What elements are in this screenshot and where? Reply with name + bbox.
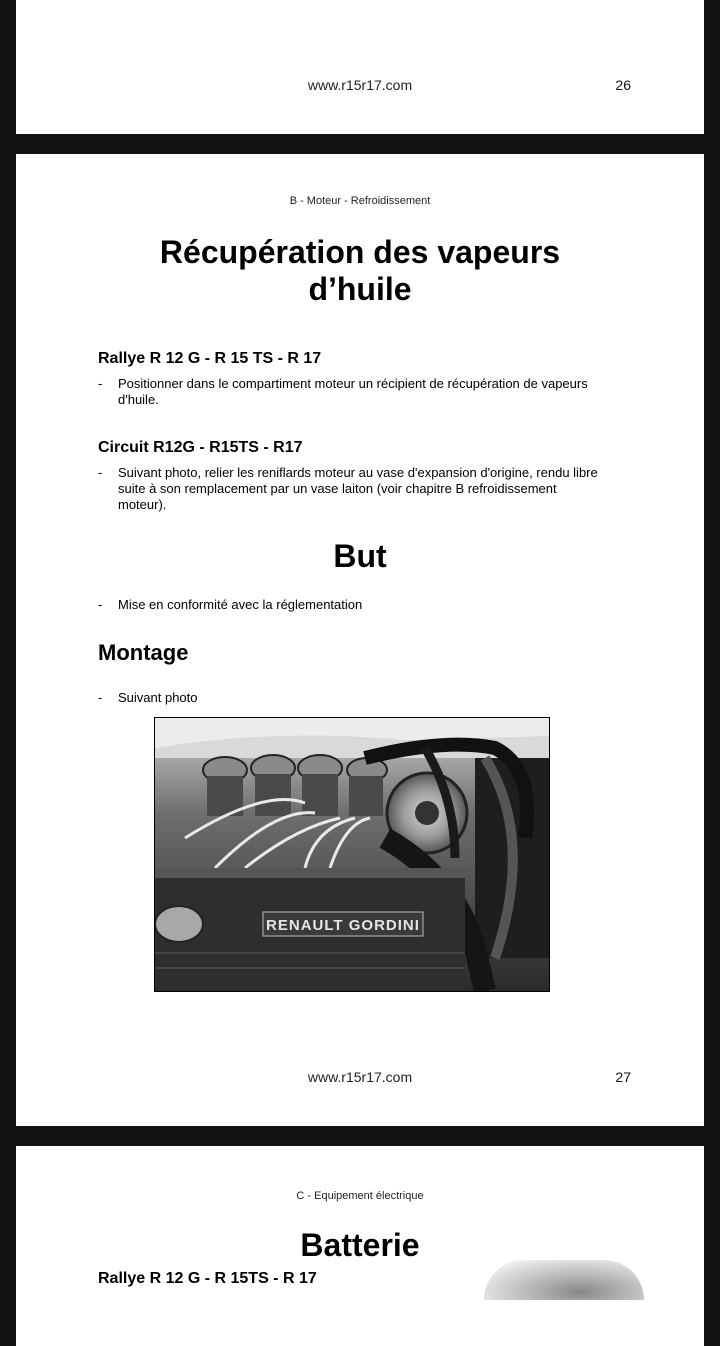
pdf-page-27	[16, 154, 704, 1126]
page-title-line-2: d’huile	[308, 271, 412, 307]
bullet-dash: -	[98, 376, 103, 391]
but-heading: But	[333, 538, 387, 574]
montage-heading: Montage	[98, 640, 189, 665]
bullet-line: moteur).	[118, 497, 167, 512]
footer-url[interactable]: www.r15r17.com	[307, 77, 413, 93]
page-title-line-1: Récupération des vapeurs	[159, 234, 561, 270]
pdf-page-26	[16, 0, 704, 134]
rallye-heading: Rallye R 12 G - R 15TS - R 17	[98, 1270, 317, 1287]
page-number: 27	[615, 1069, 631, 1085]
rallye-bullet	[98, 376, 638, 408]
engine-photo	[154, 717, 550, 992]
page-title	[16, 234, 704, 308]
bullet-line: suite à son remplacement par un vase laiton (voir chapitre B refroidissement	[118, 481, 557, 496]
but-bullet	[98, 597, 638, 613]
pdf-page-28	[16, 1146, 704, 1346]
page-number: 26	[615, 77, 631, 93]
bullet-dash: -	[98, 690, 103, 705]
section-header: B - Moteur - Refroidissement	[289, 195, 431, 207]
bullet-line: Positionner dans le compartiment moteur un récipient de récupération de vapeurs	[118, 376, 588, 391]
bullet-line: d'huile.	[118, 392, 159, 407]
rallye-heading: Rallye R 12 G - R 15 TS - R 17	[98, 350, 322, 367]
montage-bullet	[98, 690, 638, 706]
section-header: C - Equipement électrique	[296, 1190, 424, 1202]
battery-photo	[484, 1260, 644, 1300]
footer-url[interactable]: www.r15r17.com	[307, 1069, 413, 1085]
page-title: Batterie	[300, 1227, 420, 1263]
bullet-dash: -	[98, 465, 103, 480]
bullet-line: Suivant photo	[118, 690, 198, 705]
bullet-dash: -	[98, 597, 103, 612]
bullet-line: Mise en conformité avec la réglementation	[118, 597, 363, 612]
circuit-heading: Circuit R12G - R15TS - R17	[98, 439, 303, 456]
engine-photo-image	[155, 718, 549, 991]
bullet-line: Suivant photo, relier les reniflards moteur au vase d'expansion d'origine, rendu libre	[118, 465, 598, 480]
circuit-bullet	[98, 465, 638, 513]
engraving-text: RENAULT GORDINI	[266, 917, 420, 934]
